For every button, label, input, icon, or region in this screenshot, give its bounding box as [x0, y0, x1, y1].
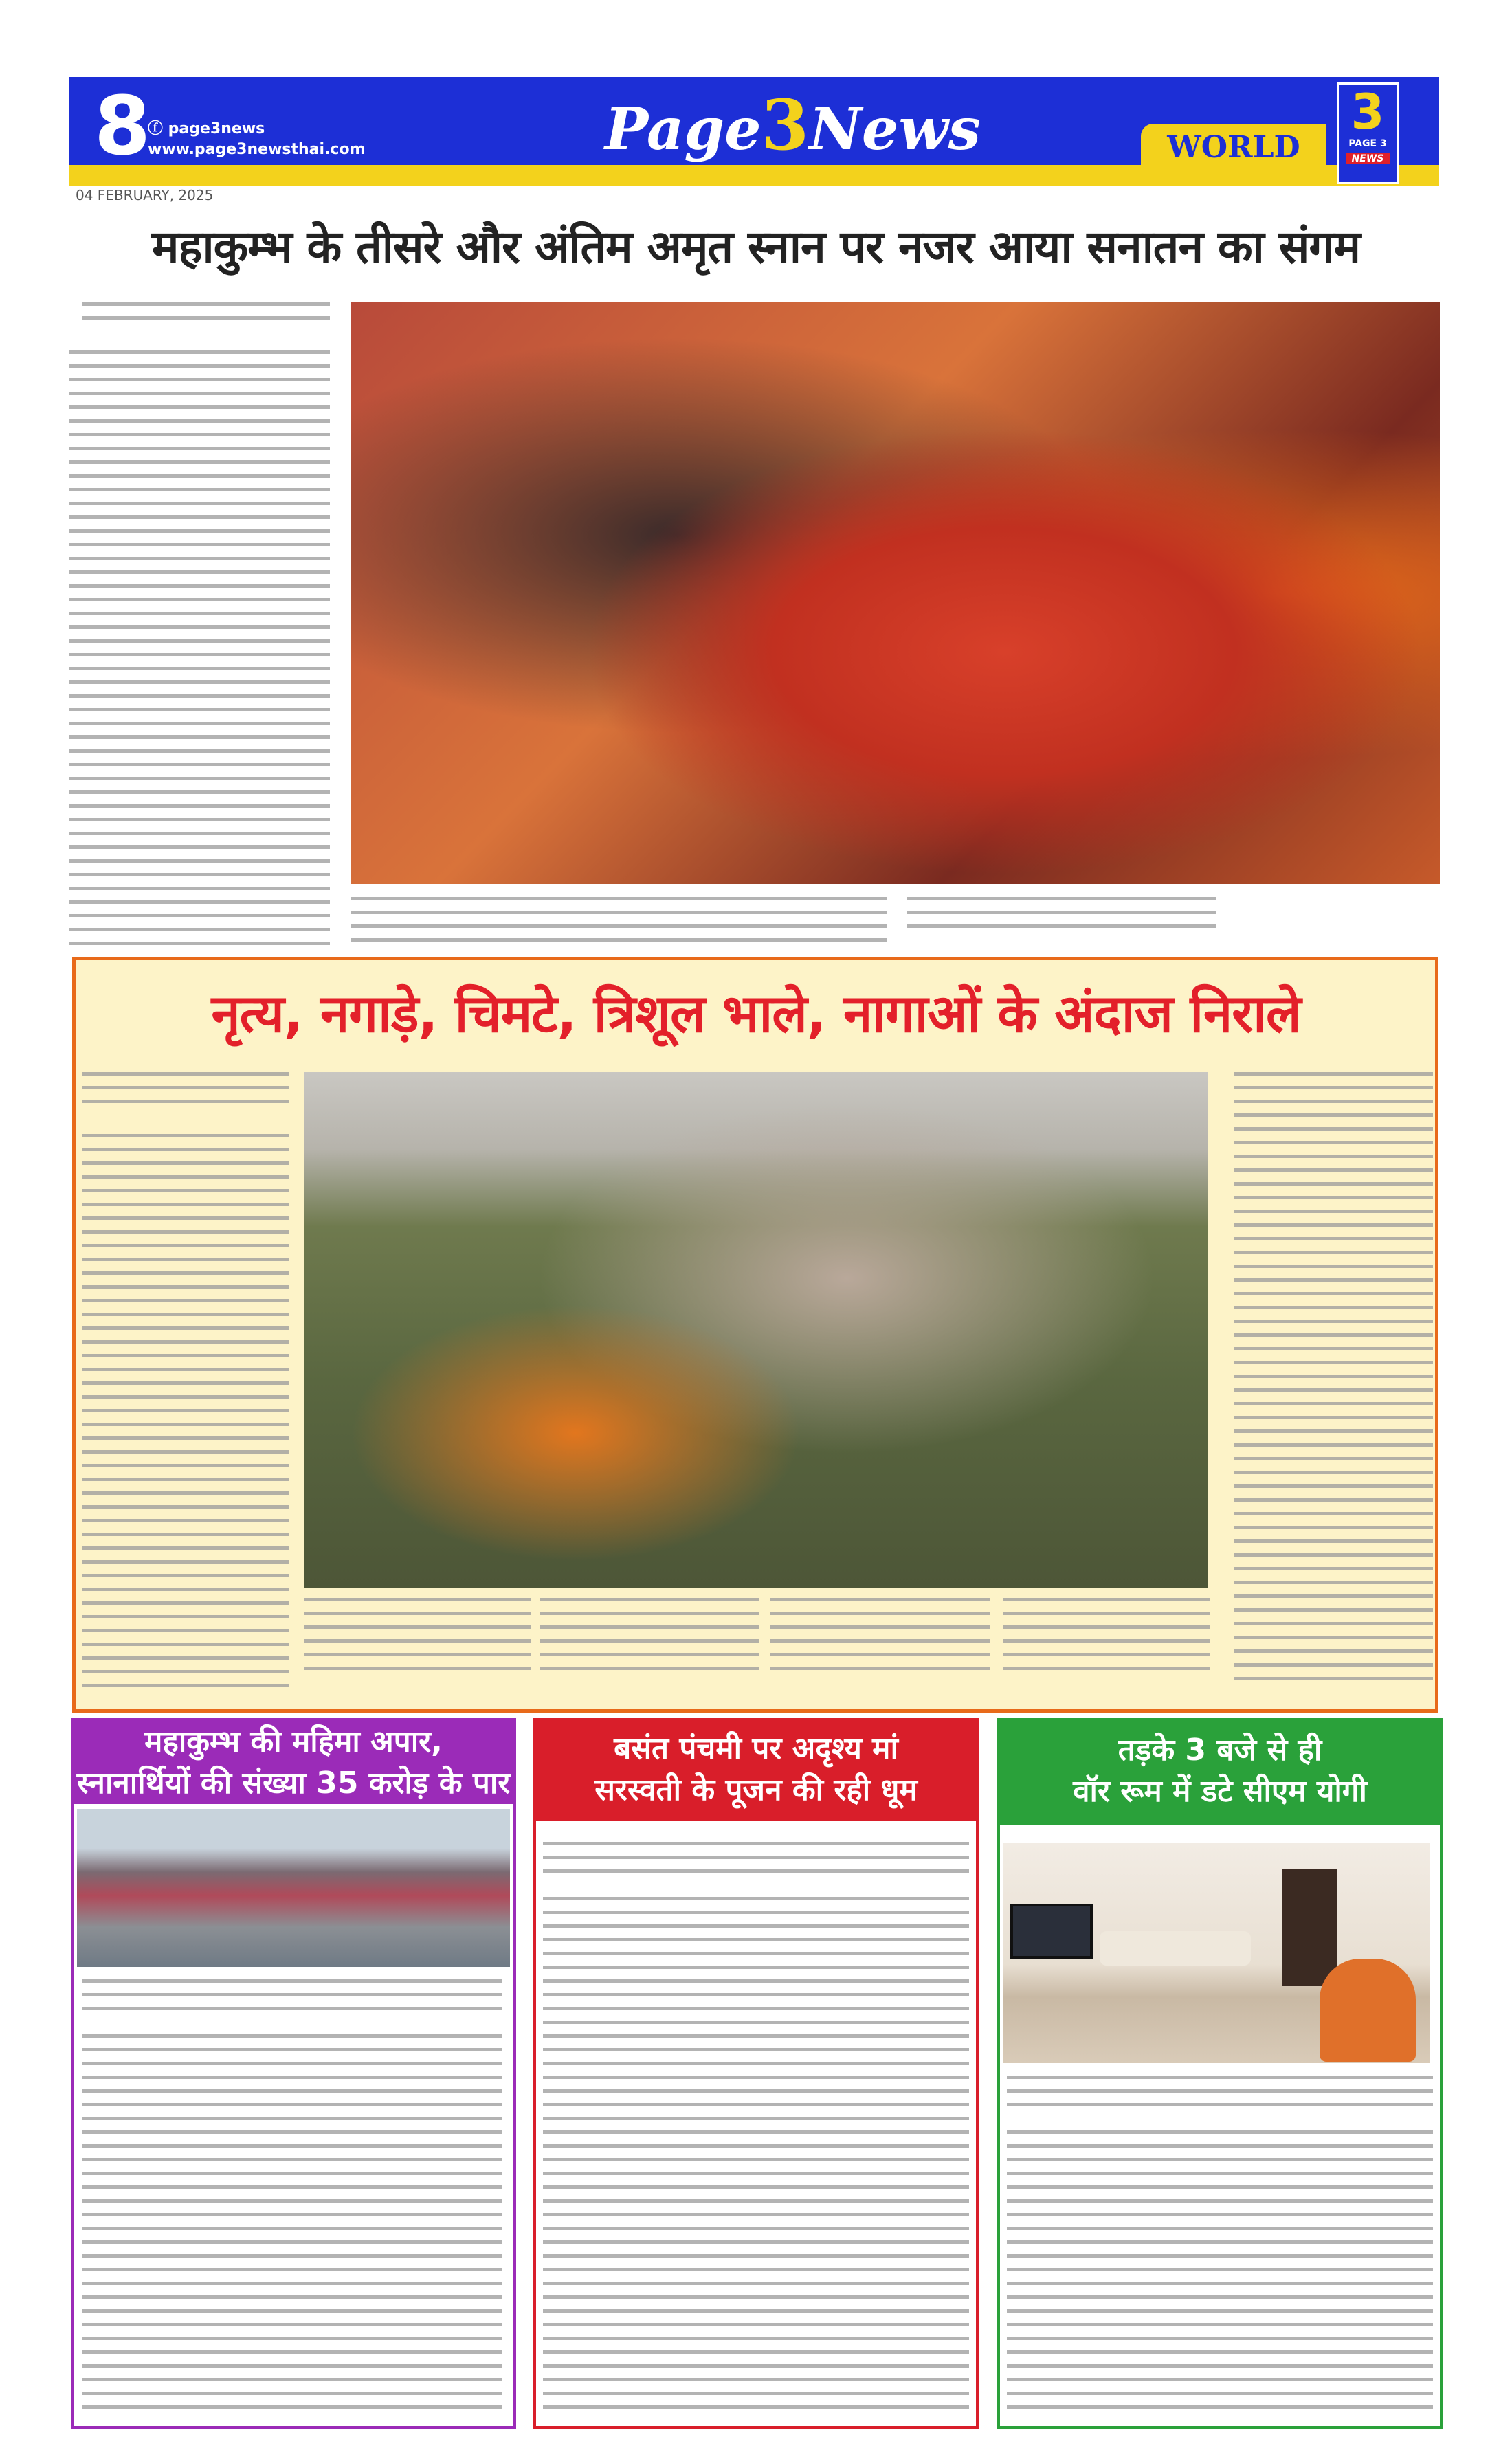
story4-headline	[536, 1722, 976, 1821]
story4-body-text	[543, 1897, 969, 2419]
story5-byline	[1007, 2076, 1433, 2110]
photo-screen	[1010, 1904, 1093, 1959]
newspaper-logo	[605, 82, 981, 168]
story3-photo	[77, 1809, 510, 1967]
photo-door	[1282, 1869, 1337, 1986]
photo-person	[1320, 1959, 1416, 2062]
story2-body-col2	[304, 1598, 531, 1680]
dateline: 04 FEBRUARY, 2025	[76, 187, 214, 203]
badge-news: NEWS	[1346, 153, 1390, 164]
logo-suffix: News	[809, 95, 981, 163]
story5-headline-line2: वॉर रूम में डटे सीएम योगी	[1073, 1774, 1367, 1809]
badge-number: 3	[1350, 84, 1385, 140]
website-url: www.page3newsthai.com	[148, 141, 366, 158]
story3-headline-line1: महाकुम्भ की महिमा अपार,	[144, 1724, 443, 1759]
story1-byline	[82, 302, 330, 330]
photo-sofa	[1100, 1931, 1251, 1966]
story2-body-col3	[540, 1598, 759, 1680]
story5-headline	[1000, 1722, 1440, 1825]
story2-headline: नृत्य, नगाड़े, चिमटे, त्रिशूल भाले, नागाओं के अंदाज निराले	[211, 983, 1301, 1044]
page3-badge	[1337, 82, 1399, 184]
story2-body-col4	[770, 1598, 990, 1680]
story2-byline	[82, 1072, 289, 1113]
story1-body-text	[69, 350, 330, 955]
story4-byline	[543, 1842, 969, 1876]
logo-number: 3	[761, 85, 810, 166]
page-number: 8	[93, 78, 151, 173]
story3-byline	[82, 1979, 502, 2014]
story1-body-text-2	[907, 897, 1216, 931]
story3-body-text	[82, 2034, 502, 2419]
story4-headline-line2: सरस्वती के पूजन की रही धूम	[594, 1772, 918, 1807]
story5-body-text	[1007, 2130, 1433, 2419]
story2-body-col6	[1234, 1072, 1433, 1691]
badge-page: PAGE 3	[1348, 138, 1387, 149]
story3-headline-line2: स्नानार्थियों की संख्या 35 करोड़ के पार	[76, 1766, 511, 1801]
logo-text: Page	[605, 95, 761, 163]
story2-body-col1	[82, 1134, 289, 1698]
story5-headline-line1: तड़के 3 बजे से ही	[1118, 1733, 1322, 1768]
story2-body-col5	[1003, 1598, 1210, 1680]
story1-photo	[351, 302, 1440, 884]
story4-headline-line1: बसंत पंचमी पर अदृश्य मां	[614, 1731, 898, 1766]
story2-photo	[304, 1072, 1208, 1588]
social-handle: ⓕ page3news	[148, 120, 265, 137]
story1-headline: महाकुम्भ के तीसरे और अंतिम अमृत स्नान पर नजर आया सनातन का संगम	[152, 221, 1360, 274]
section-tab: WORLD	[1141, 124, 1326, 172]
story3-headline	[74, 1722, 513, 1804]
story1-caption-text	[351, 897, 887, 945]
